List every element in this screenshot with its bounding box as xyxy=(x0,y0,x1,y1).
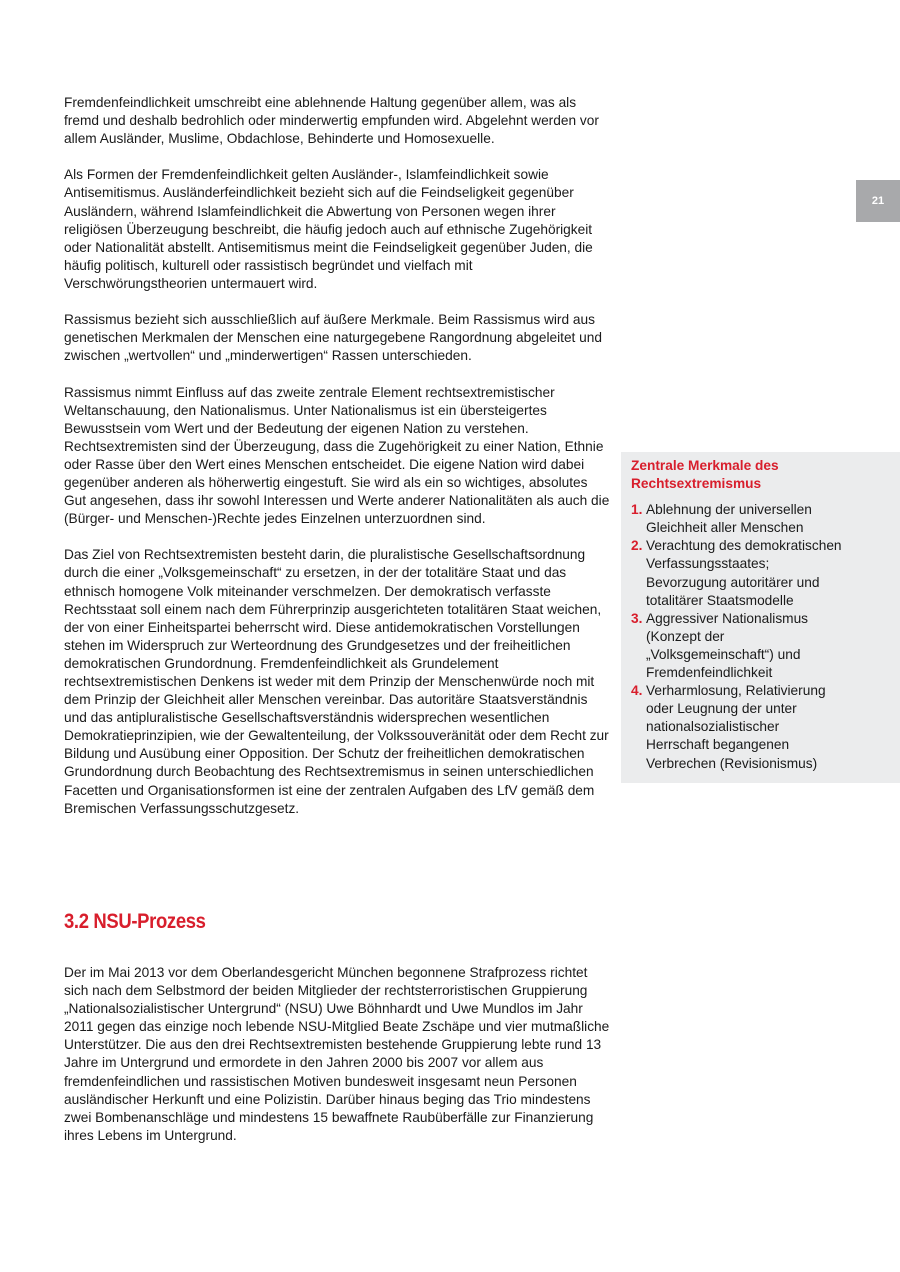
list-item xyxy=(631,537,846,609)
list-item-text: Verachtung des demokratischen Verfassungsstaates; Bevorzugung autoritärer und totalitärer Staatsmodelle xyxy=(646,538,842,608)
paragraph-fremdenfeindlichkeit: Fremdenfeindlichkeit umschreibt eine ablehnende Haltung gegenüber allem, was als fremd und deshalb bedrohlich oder minderwertig empfunden wird. Abgelehnt werden vor allem Ausländer, Muslime, Obdachlose, Behinderte und Homosexuelle. xyxy=(64,95,599,147)
body-text xyxy=(64,94,612,836)
paragraph-nationalismus: Rassismus nimmt Einfluss auf das zweite zentrale Element rechtsextremistischer Weltanschauung, den Nationalismus. Unter Nationalismus ist ein übersteigertes Bewusstsein vom Wert und der Bedeutung der eigenen Nation zu verstehen. Rechtsextremisten sind der Überzeugung, dass die Zugehörigkeit zu einer Nation, Ethnie oder Rasse über den Wert eines Menschen entscheidet. Die eigene Nation wird dabei gegenüber anderen als höherwertig eingestuft. Sie wird als ein so wichtiges, absolutes Gut angesehen, dass ihr sowohl Interessen und Werte anderer Nationalitäten als auch die (Bürger- und Menschen-)Rechte jedes Einzelnen unterzuordnen sind. xyxy=(64,384,610,527)
sidebar-box xyxy=(621,452,900,783)
sidebar-title: Zentrale Merkmale des Rechtsextremismus xyxy=(631,458,779,492)
list-item xyxy=(631,682,846,772)
list-item xyxy=(631,501,846,537)
paragraph-ziel: Das Ziel von Rechtsextremisten besteht darin, die pluralistische Gesellschaftsordnung durch die einer „Volksgemeinschaft“ zu ersetzen, in der der totalitäre Staat und das ethnisch homogene Volk miteinander verschmelzen. Der demokratisch verfasste Rechtsstaat soll einem nach dem Führerprinzip ausgerichteten totalitären Staat weichen, der von einer Einheitspartei beherrscht wird. Diese antidemokratischen Vorstellungen stehen im Widerspruch zur Werteordnung des Grundgesetzes und der freiheitlichen demokratischen Grundordnung. Fremdenfeindlichkeit als Grundelement rechtsextremistischen Denkens ist weder mit dem Prinzip der Menschenwürde noch mit dem Prinzip der Gleichheit aller Menschen vereinbar. Das autoritäre Staatsverständnis und das antipluralistische Gesellschaftsverständnis widersprechen wesentlichen Demokratieprinzipien, wie der Gewaltenteilung, der Volkssouveränität oder dem Recht zur Bildung und Ausübung einer Opposition. Der Schutz der freiheitlichen demokratischen Grundordnung durch Beobachtung des Rechtsextremismus in seinen unterschiedlichen Facetten und Organisationsformen ist eine der zentralen Aufgaben des LfV gemäß dem Bremischen Verfassungsschutzgesetz. xyxy=(64,547,609,816)
page-number: 21 xyxy=(871,195,885,207)
list-item-text: Aggressiver Nationalismus (Konzept der „Volksgemeinschaft“) und Fremdenfeindlichkeit xyxy=(646,610,809,681)
list-item-number: 3. xyxy=(631,610,643,626)
section-heading: 3.2 NSU-Prozess xyxy=(64,910,206,933)
list-item-number: 1. xyxy=(631,502,643,518)
list-item-number: 2. xyxy=(631,538,643,554)
sidebar-list xyxy=(631,501,888,772)
page-number-tab xyxy=(856,180,900,222)
section-paragraph: Der im Mai 2013 vor dem Oberlandesgericht München begonnene Strafprozess richtet sich nach dem Selbstmord der beiden Mitglieder der rechtsterroristischen Gruppierung „Nationalsozialistischer Untergrund“ (NSU) Uwe Böhnhardt und Uwe Mundlos im Jahr 2011 gegen das einzige noch lebende NSU-Mitglied Beate Zschäpe und vier mutmaßliche Unterstützer. Die aus den drei Rechtsextremisten bestehende Gruppierung lebte rund 13 Jahre im Untergrund und ermordete in den Jahren 2000 bis 2007 vor allem aus fremdenfeindlichen und rassistischen Motiven bundesweit insgesamt neun Personen ausländischer Herkunft und eine Polizistin. Darüber hinaus beging das Trio mindestens zwei Bombenanschläge und mindestens 15 bewaffnete Raubüberfälle zur Finanzierung ihres Lebens im Untergrund. xyxy=(64,965,610,1143)
list-item-text: Verharmlosung, Relativierung oder Leugnung der unter nationalsozialistischer Herrschaft begangenen Verbrechen (Revisionismus) xyxy=(646,683,826,771)
list-item-number: 4. xyxy=(631,683,643,699)
list-item-text: Ablehnung der universellen Gleichheit aller Menschen xyxy=(646,502,812,536)
paragraph-rassismus: Rassismus bezieht sich ausschließlich auf äußere Merkmale. Beim Rassismus wird aus genetischen Merkmalen der Menschen eine naturgegebene Rangordnung abgeleitet und zwischen „wertvollen“ und „minderwertigen“ Rassen unterschieden. xyxy=(64,312,602,364)
list-item xyxy=(631,610,846,682)
paragraph-formen: Als Formen der Fremdenfeindlichkeit gelten Ausländer-, Islamfeindlichkeit sowie Antisemitismus. Ausländerfeindlichkeit bezieht sich auf die Feindseligkeit gegenüber Ausländern, während Islamfeindlichkeit die Abwertung von Personen wegen ihrer religiösen Überzeugung beschreibt, die häufig jedoch auch auf ethnische Zugehörigkeit oder Nationalität abstellt. Antisemitismus meint die Feindseligkeit gegenüber Juden, die häufig politisch, kulturell oder rassistisch begründet und vielfach mit Verschwörungstheorien untermauert wird. xyxy=(64,167,593,291)
